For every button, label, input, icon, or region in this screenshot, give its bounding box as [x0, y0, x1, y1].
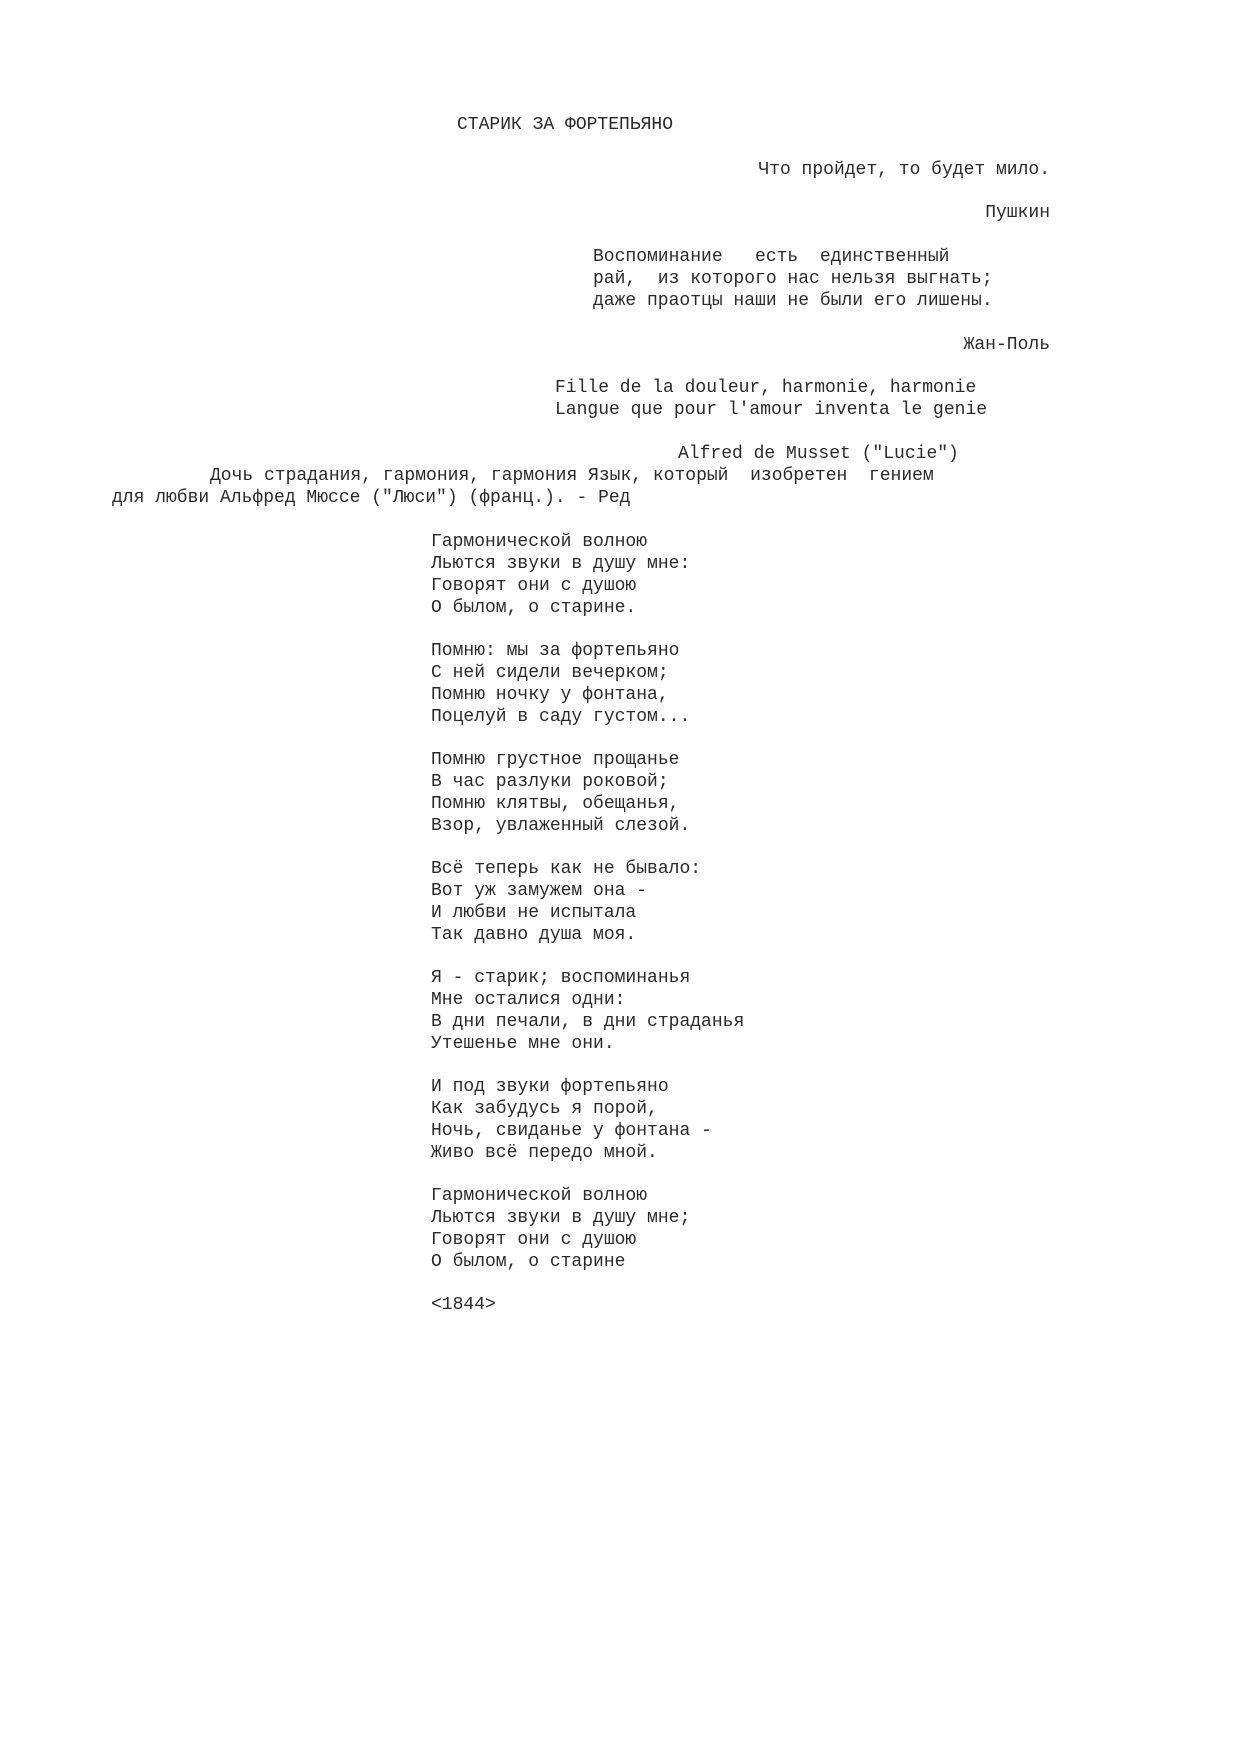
- epigraph-2-line: даже праотцы наши не были его лишены.: [593, 291, 993, 311]
- verse-line: Вот уж замужем она -: [431, 881, 648, 901]
- translation-note-line: для любви Альфред Мюссе ("Люси") (франц.). - Ред: [112, 488, 631, 508]
- verse-line: Мне осталися одни:: [431, 990, 626, 1010]
- epigraph-3-line: Fille de la douleur, harmonie, harmonie: [555, 378, 977, 398]
- epigraph-2-line: Воспоминание есть единственный: [593, 247, 950, 267]
- verse-line: Поцелуй в саду густом...: [431, 707, 691, 727]
- verse-line: О былом, о старине: [431, 1252, 626, 1272]
- verse-line: Так давно душа моя.: [431, 925, 637, 945]
- verse-line: Говорят они с душою: [431, 1230, 637, 1250]
- verse-line: Я - старик; воспоминанья: [431, 968, 691, 988]
- verse-line: Всё теперь как не бывало:: [431, 859, 702, 879]
- verse-line: О былом, о старине.: [431, 598, 637, 618]
- verse-line: В час разлуки роковой;: [431, 772, 669, 792]
- verse-line: Взор, увлаженный слезой.: [431, 816, 691, 836]
- verse-line: И под звуки фортепьяно: [431, 1077, 669, 1097]
- epigraph-3-author: Alfred de Musset ("Lucie"): [678, 444, 959, 464]
- epigraph-2-author: Жан-Поль: [963, 335, 1050, 355]
- epigraph-1-author: Пушкин: [985, 203, 1050, 223]
- verse-line: Живо всё передо мной.: [431, 1143, 658, 1163]
- translation-note-line: Дочь страдания, гармония, гармония Язык, который изобретен гением: [210, 466, 934, 486]
- poem-title: СТАРИК ЗА ФОРТЕПЬЯНО: [457, 115, 674, 135]
- epigraph-3-line: Langue que pour l'amour inventa le genie: [555, 400, 988, 420]
- poem-date: <1844>: [431, 1295, 496, 1315]
- verse-line: Гармонической волною: [431, 532, 648, 552]
- verse-line: Ночь, свиданье у фонтана -: [431, 1121, 712, 1141]
- verse-line: И любви не испытала: [431, 903, 637, 923]
- verse-line: Как забудусь я порой,: [431, 1099, 658, 1119]
- verse-line: Утешенье мне они.: [431, 1034, 615, 1054]
- verse-line: Помню ночку у фонтана,: [431, 685, 669, 705]
- verse-line: Льются звуки в душу мне;: [431, 1208, 691, 1228]
- verse-line: Льются звуки в душу мне:: [431, 554, 691, 574]
- verse-line: С ней сидели вечерком;: [431, 663, 669, 683]
- verse-line: Помню: мы за фортепьяно: [431, 641, 680, 661]
- verse-line: Помню клятвы, обещанья,: [431, 794, 680, 814]
- verse-line: Говорят они с душою: [431, 576, 637, 596]
- verse-line: Помню грустное прощанье: [431, 750, 680, 770]
- verse-line: Гармонической волною: [431, 1186, 648, 1206]
- verse-line: В дни печали, в дни страданья: [431, 1012, 745, 1032]
- epigraph-1-line: Что пройдет, то будет мило.: [758, 160, 1050, 180]
- epigraph-2-line: рай, из которого нас нельзя выгнать;: [593, 269, 993, 289]
